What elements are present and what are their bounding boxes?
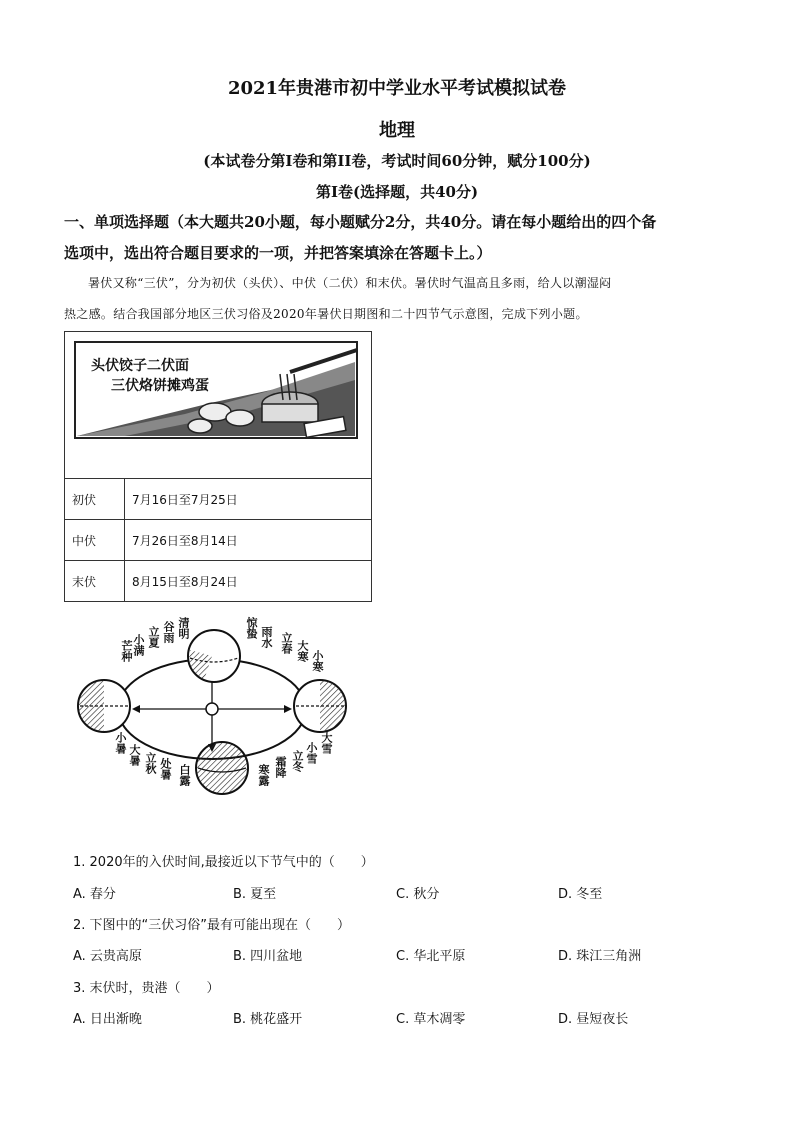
exam-note: (本试卷分第I卷和第II卷，考试时间60分钟，赋分100分) <box>203 152 591 170</box>
fu-name: 中伏 <box>65 520 125 561</box>
section-heading-line2: 选项中，选出符合题目要求的一项，并把答案填涂在答题卡上。） <box>64 244 492 262</box>
term-lidong: 立冬 <box>291 750 304 772</box>
term-xiaoxue: 小雪 <box>305 742 318 764</box>
section-heading <box>64 207 744 269</box>
question-3-stem: 3. 末伏时，贵港（ ） <box>73 981 220 996</box>
intro-line2: 热之感。结合我国部分地区三伏习俗及2020年暑伏日期图和二十四节气示意图，完成下列小题。 <box>64 307 588 321</box>
earth-bottom-icon <box>196 742 248 794</box>
term-lichun: 立春 <box>280 632 293 654</box>
term-xiaoman: 小满 <box>132 634 145 656</box>
term-lixia: 立夏 <box>147 626 160 648</box>
fu-dates: 7月26日至8月14日 <box>125 520 372 561</box>
term-liqiu: 立秋 <box>144 752 157 774</box>
solar-terms-diagram <box>66 610 366 810</box>
part-title: 第I卷(选择题，共40分) <box>315 183 479 201</box>
table-row <box>65 520 372 561</box>
fu-name: 末伏 <box>65 561 125 602</box>
term-qingming: 清明 <box>177 617 190 639</box>
intro-paragraph <box>64 268 744 330</box>
fu-dates: 7月16日至7月25日 <box>125 479 372 520</box>
question-2-stem: 2. 下图中的“三伏习俗”最有可能出现在（ ） <box>73 918 351 933</box>
term-shuangjiang: 霜降 <box>274 756 287 778</box>
exam-title: 2021年贵港市初中学业水平考试模拟试卷 <box>227 78 567 99</box>
term-dashu: 大暑 <box>128 744 141 766</box>
term-daxue: 大雪 <box>320 732 333 754</box>
table-row <box>65 479 372 520</box>
question-2-option-b[interactable]: B. 四川盆地 <box>233 949 303 964</box>
subject-title: 地理 <box>379 120 415 141</box>
earth-top-icon <box>188 630 240 682</box>
question-1-stem: 1. 2020年的入伏时间,最接近以下节气中的（ ） <box>73 855 374 870</box>
term-yushui: 雨水 <box>260 626 273 648</box>
term-guyu: 谷雨 <box>162 621 175 643</box>
custom-text-line1: 头伏饺子二伏面 <box>91 358 189 374</box>
question-3-option-b[interactable]: B. 桃花盛开 <box>233 1012 303 1027</box>
customs-image-cell <box>65 332 372 479</box>
question-2-option-d[interactable]: D. 珠江三角洲 <box>558 949 642 964</box>
question-1-option-a[interactable]: A. 春分 <box>73 887 116 902</box>
term-xiaoshu: 小暑 <box>114 732 127 754</box>
intro-line1: 暑伏又称“三伏”，分为初伏（头伏）、中伏（二伏）和末伏。暑伏时气温高且多雨，给人以潮湿闷 <box>88 276 612 290</box>
question-3-option-c[interactable]: C. 草木凋零 <box>396 1012 466 1027</box>
dumpling-noodle-illustration <box>65 332 371 475</box>
earth-left-icon <box>78 680 130 732</box>
question-1-option-d[interactable]: D. 冬至 <box>558 887 603 902</box>
question-2-option-c[interactable]: C. 华北平原 <box>396 949 466 964</box>
question-1-option-c[interactable]: C. 秋分 <box>396 887 440 902</box>
term-jingzhe: 惊蛰 <box>245 617 258 639</box>
term-dahan: 大寒 <box>296 640 309 662</box>
question-2-option-a[interactable]: A. 云贵高原 <box>73 949 142 964</box>
question-3-option-a[interactable]: A. 日出渐晚 <box>73 1012 142 1027</box>
section-heading-line1: 一、单项选择题（本大题共20小题，每小题赋分2分，共40分。请在每小题给出的四个备 <box>64 213 657 231</box>
fu-dates: 8月15日至8月24日 <box>125 561 372 602</box>
sun-icon <box>201 698 223 720</box>
term-hanlu: 寒露 <box>257 764 270 786</box>
fu-name: 初伏 <box>65 479 125 520</box>
custom-text-line2: 三伏烙饼摊鸡蛋 <box>111 378 209 394</box>
term-mangzhong: 芒种 <box>120 640 133 662</box>
earth-right-icon <box>294 680 346 732</box>
question-3-option-d[interactable]: D. 昼短夜长 <box>558 1012 629 1027</box>
table-row <box>65 561 372 602</box>
term-xiaohan: 小寒 <box>311 650 324 672</box>
question-1-option-b[interactable]: B. 夏至 <box>233 887 277 902</box>
term-chushu: 处暑 <box>159 758 172 780</box>
fu-dates-table <box>64 331 372 602</box>
term-bailu: 白露 <box>178 764 191 786</box>
